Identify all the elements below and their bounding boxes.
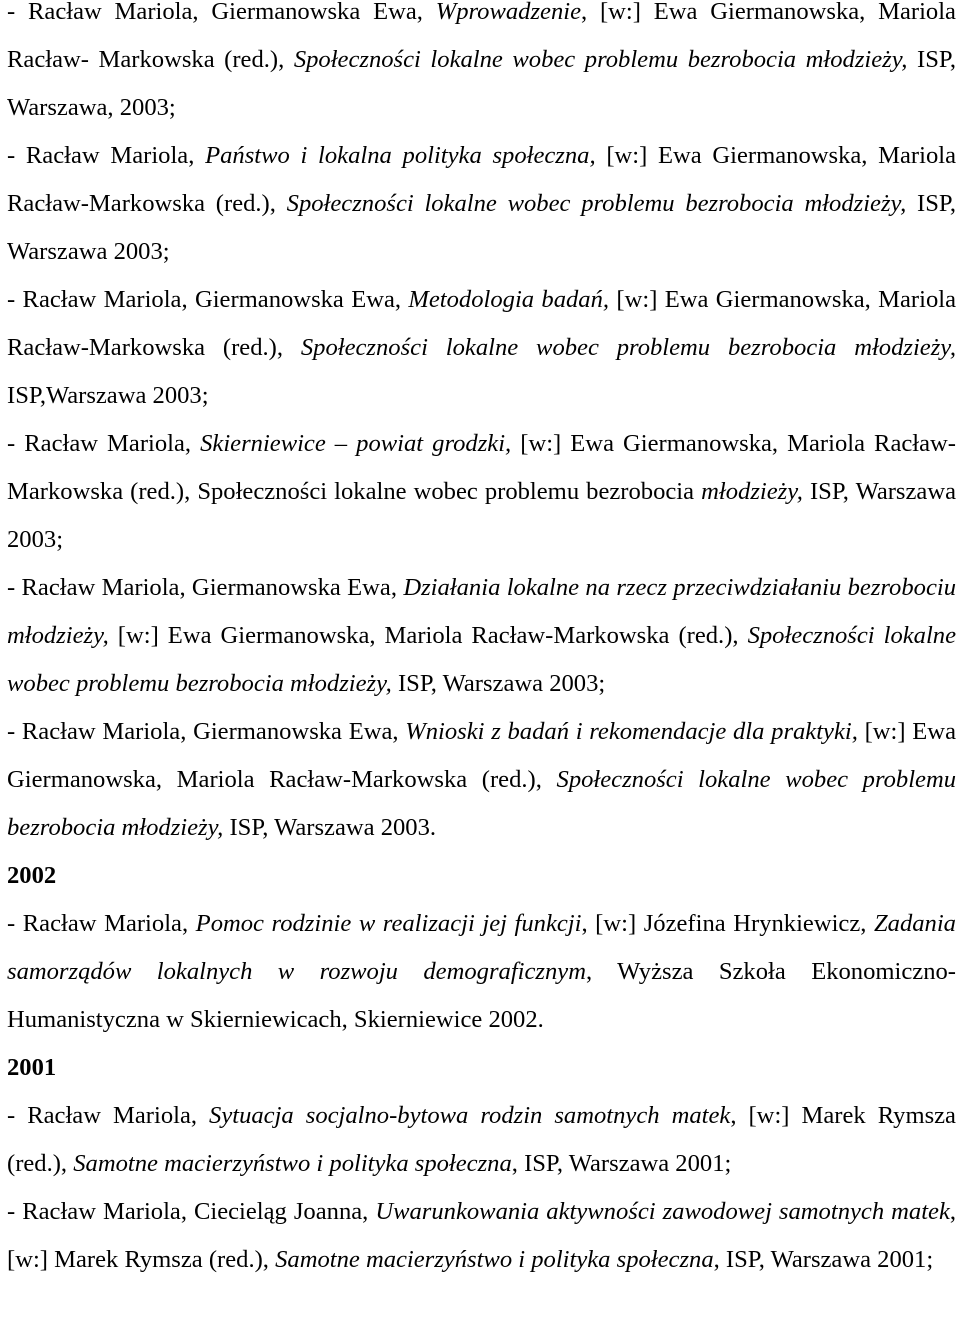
entry-editors: [w:] Ewa Giermanowska, Mariola Racław-Markowska (red.), Społeczności lokalne wobec problemu bezrobocia (7, 430, 956, 505)
entry-book-title: Społeczności lokalne wobec problemu bezrobocia młodzieży, (7, 766, 956, 841)
entry-book-title: Społeczności lokalne wobec problemu bezrobocia młodzieży, (293, 46, 908, 73)
entry-title: Wprowadzenie (435, 0, 582, 25)
entry-title: Pomoc rodzinie w realizacji jej funkcji (195, 910, 582, 937)
year-heading: 2002 (7, 862, 57, 889)
entry-publisher: , ISP, Warszawa 2001; (511, 1150, 732, 1177)
entry-editors: , [w:] Marek Rymsza (red.), (7, 1198, 957, 1273)
entry-editors: , [w:] Ewa Giermanowska, Mariola Racław- Markowska (red.), (7, 0, 956, 73)
entry-title: Sytuacja socjalno-bytowa rodzin samotnych matek (209, 1102, 731, 1129)
bibliography-entry (7, 900, 956, 1044)
bibliography-entry (7, 708, 956, 852)
bibliography-entry (7, 420, 956, 564)
bibliography-entry (7, 276, 956, 420)
entry-title: Wnioski z badań i rekomendacje dla praktyki, (405, 718, 858, 745)
entry-book-title: Społeczności lokalne wobec problemu bezrobocia młodzieży, (300, 334, 956, 361)
entry-authors: - Racław Mariola, Ciecieląg Joanna, (7, 1198, 376, 1225)
entry-authors: - Racław Mariola, (7, 142, 206, 169)
entry-publisher: ISP,Warszawa 2003; (7, 382, 209, 409)
entry-title: Uwarunkowania aktywności zawodowej samotnych matek (375, 1198, 950, 1225)
entry-authors: - Racław Mariola, Giermanowska Ewa, (7, 286, 409, 313)
entry-editors: [w:] Ewa Giermanowska, Mariola Racław-Markowska (red.), (7, 286, 956, 361)
entry-book-title: Zadania samorządów lokalnych w rozwoju demograficznym (7, 910, 956, 985)
entry-authors: - Racław Mariola, (7, 910, 196, 937)
entry-book-title: Samotne macierzyństwo i polityka społeczna (73, 1150, 512, 1177)
entry-book-title: Społeczności lokalne wobec problemu bezrobocia młodzieży, (286, 190, 907, 217)
entry-publisher: ISP, Warszawa 2003; (7, 478, 957, 553)
entry-book-title: Samotne macierzyństwo i polityka społeczna (275, 1246, 714, 1273)
entry-title: Metodologia badań, (408, 286, 610, 313)
year-heading: 2001 (7, 1054, 57, 1081)
bibliography-entry (7, 1188, 956, 1284)
entry-book-title: młodzieży, (701, 478, 803, 505)
entry-editors: [w:] Ewa Giermanowska, Mariola Racław-Markowska (red.), (7, 718, 956, 793)
bibliography-entry (7, 1092, 956, 1188)
entry-editors: , [w:] Marek Rymsza (red.), (7, 1102, 956, 1177)
entry-publisher: ISP, Warszawa 2003; (391, 670, 606, 697)
entry-editors: [w:] Ewa Giermanowska, Mariola Racław-Markowska (red.), (108, 622, 748, 649)
entry-editors: [w:] Ewa Giermanowska, Mariola Racław-Markowska (red.), (7, 142, 957, 217)
entry-book-title: Społeczności lokalne wobec problemu bezrobocia młodzieży, (7, 622, 957, 697)
entry-authors: - Racław Mariola, Giermanowska Ewa, (7, 574, 404, 601)
entry-publisher: ISP, Warszawa 2003; (7, 190, 956, 265)
entry-authors: - Racław Mariola, (7, 430, 201, 457)
bibliography-entry (7, 0, 956, 132)
entry-authors: - Racław Mariola, Giermanowska Ewa, (7, 0, 436, 25)
entry-authors: - Racław Mariola, (7, 1102, 210, 1129)
entry-title: Skierniewice – powiat grodzki, (200, 430, 512, 457)
entry-publisher: , ISP, Warszawa 2001; (713, 1246, 934, 1273)
entry-publisher: ISP, Warszawa 2003. (223, 814, 437, 841)
bibliography-entry (7, 132, 956, 276)
entry-title: Działania lokalne na rzecz przeciwdziałaniu bezrobociu młodzieży, (7, 574, 956, 649)
bibliography-entry (7, 564, 956, 708)
entry-authors: - Racław Mariola, Giermanowska Ewa, (7, 718, 406, 745)
entry-editors: , [w:] Józefina Hrynkiewicz, (581, 910, 874, 937)
entry-publisher: ISP, Warszawa, 2003; (7, 46, 956, 121)
entry-title: Państwo i lokalna polityka społeczna, (205, 142, 596, 169)
entry-publisher: , Wyższa Szkoła Ekonomiczno-Humanistyczna w Skierniewicach, Skierniewice 2002. (7, 958, 956, 1033)
